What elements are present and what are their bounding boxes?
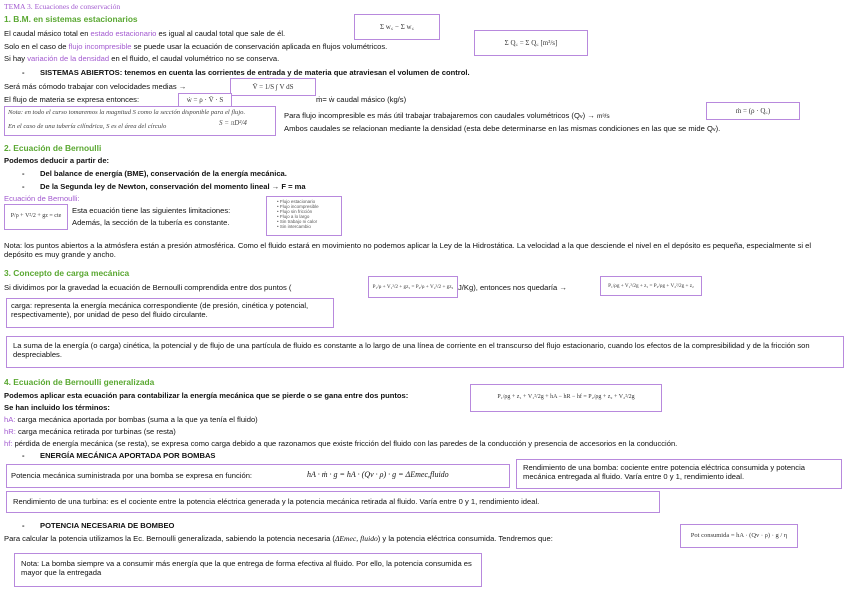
formula-mean-velocity: V̄ = 1/S ∫ V dS [230,78,316,96]
formula-consumed-power: Pot consumida = hA · (Qv · ρ) · g / η [680,524,798,548]
formula-carga: P₁/ρg + V₁²/2g + z₁ = P₂/ρg + V₂²/2g + z₂ [600,276,702,296]
limitation-item: • Sin trabajo ni calor [277,219,341,224]
s4-bullet-pumps: ENERGÍA MECÁNICA APORTADA POR BOMBAS [40,451,216,460]
s4-pump-power-line: Para calcular la potencia utilizamos la Ec. Bernoulli generalizada, sabiendo la potencia necesaria (ΔEmec, fluido) y la potencia eléctrica consumida. Tendremos que: [4,534,553,543]
s4-power-box: Potencia mecánica suministrada por una bomba se expresa en función: hA · ṁ · g = hA · (Qv · ρ) · g = ΔEmec,fluido [6,464,510,488]
formula-bernoulli-generalized: P₁/ρg + z₁ + V₁²/2g + hA − hR − hf = P₂/ρg + z₂ + V₂²/2g [470,384,662,412]
s1-line-1: El caudal másico total en estado estacionario es igual al caudal total que sale de él. [4,29,286,38]
section-3-title: 3. Concepto de carga mecánica [4,268,130,278]
s1-line-mass-flow: El flujo de materia se expresa entonces: [4,95,140,104]
s2-bullet-dot-1: - [22,169,25,178]
s3-statement-box: La suma de la energía (o carga) cinética, la potencial y de flujo de una partícula de fluido es constante a lo largo de una línea de corriente en el transcurso del flujo estacionario, cuando los efectos de la compresibilidad y de la fricción son despreciables. [6,336,844,368]
limitation-item: • Flujo sin fricción [277,209,341,214]
page-title: TEMA 3. Ecuaciones de conservación [4,2,121,11]
s1-line-mean-velocity: Será más cómodo trabajar con velocidades medias → [4,82,187,91]
s1-bullet-dot: - [22,68,25,77]
formula-circle-area: S = πD²/4 [219,119,247,127]
limitation-item: • Flujo estacionario [277,199,341,204]
s4-bullet-dot-2: - [22,521,25,530]
formula-bernoulli-two-points: P₁/ρ + V₁²/2 + gz₁ = P₂/ρ + V₂²/2 + gz₂ [368,276,458,298]
s3-line-1b: J/Kg), entonces nos quedaría → [458,283,567,292]
limitation-item: • Flujo a lo largo [277,214,341,219]
s2-line-1: Podemos deducir a partir de: [4,156,110,165]
s4-term-hr: hR: carga mecánica retirada por turbinas (se resta) [4,427,176,436]
s2-constant-section: Además, la sección de la tubería es constante. [72,218,230,227]
s4-turbine-efficiency-box: Rendimiento de una turbina: es el cociente entre la potencia eléctrica generada y la potencia mecánica retirada al fluido. Varía entre 0 y 1, rendimiento ideal. [6,491,660,513]
s1-right-line-1: Para flujo incompresible es más útil trabajar trabajaremos con caudales volumétricos (Qv) → m³/s [284,111,610,120]
s2-limitations: Esta ecuación tiene las siguientes limitaciones: [72,206,231,215]
s2-limitations-box [266,196,342,236]
formula-volumetric-balance: Σ Q꜀ = Σ Q꜀ [m³/s] [474,30,588,56]
s4-bullet-pump-power: POTENCIA NECESARIA DE BOMBEO [40,521,175,530]
s1-line-3: Si hay variación de la densidad en el fluido, el caudal volumétrico no se conserva. [4,54,280,63]
formula-pump-power: hA · ṁ · g = hA · (Qv · ρ) · g = ΔEmec,fluido [307,470,449,479]
s4-line-2: Se han incluido los términos: [4,403,110,412]
s2-bullet-2: De la Segunda ley de Newton, conservación del momento lineal → F = ma [40,182,306,191]
s2-bullet-dot-2: - [22,182,25,191]
s4-term-ha: hA: carga mecánica aportada por bombas (suma a la que ya tenía el fluido) [4,415,258,424]
section-1-title: 1. B.M. en sistemas estacionarios [4,14,138,24]
s1-note-box: Nota: en todo el curso tomaremos la magnitud S como la sección disponible para el flujo. En el caso de una tubería cilíndrica, S es el área del círculo S = πD²/4 [4,106,276,136]
s2-bernoulli-label: Ecuación de Bernoulli: [4,194,80,203]
s2-bullet-1: Del balance de energía (BME), conservación de la energía mecánica. [40,169,287,178]
s4-term-hf: hf: pérdida de energía mecánica (se resta), se expresa como carga debido a que razonamos que existe fricción del fluido con las paredes de la conducción y presencia de accesorios en la conducción. [4,439,678,448]
formula-bernoulli: P/ρ + V²/2 + gz = cte [4,204,68,230]
s4-bullet-dot-1: - [22,451,25,460]
s4-note-box: Nota: La bomba siempre va a consumir más energía que la que entrega de forma efectiva al fluido. Por ello, la potencia consumida es mayor que la entregada [14,553,482,587]
s3-line-1a: Si dividimos por la gravedad la ecuación de Bernoulli comprendida entre dos puntos ( [4,283,292,292]
s2-note: Nota: los puntos abiertos a la atmósfera están a presión atmosférica. Como el fluido estará en movimiento no podemos aplicar la Ley de la Hidrostática. La velocidad a la que desciende el nivel en el depósito es pequeña, especialmente si el depósito es muy grande y ancho. [4,241,812,260]
section-4-title: 4. Ecuación de Bernoulli generalizada [4,377,155,387]
s1-bullet-open-systems: SISTEMAS ABIERTOS: tenemos en cuenta las corrientes de entrada y de materia que atraviesan el volumen de control. [40,68,470,77]
s1-right-line-2: Ambos caudales se relacionan mediante la densidad (esta debe determinarse en las mismas condiciones en las que se mide Qv). [284,124,721,133]
formula-mass-flow: ẇ = ρ · V̄ · S [178,93,232,107]
formula-mdot-rho-q: ṁ = (ρ · Q꜀) [706,102,800,120]
limitation-item: • Sin intercambio [277,224,341,229]
formula-mass-balance: Σ w꜀ − Σ w꜀ [354,14,440,40]
s1-mdot-label: ṁ= ẇ caudal másico (kg/s) [316,95,407,104]
s4-pump-efficiency-box: Rendimiento de una bomba: cociente entre potencia eléctrica consumida y potencia mecánica entregada al fluido. Varía entre 0 y 1, rendimiento ideal. [516,459,842,489]
s3-carga-box: carga: representa la energía mecánica correspondiente (de presión, cinética y potencial, respectivamente), por unidad de peso del fluido circulante. [6,298,334,328]
s1-line-2: Solo en el caso de flujo incompresible se puede usar la ecuación de conservación aplicada en flujos volumétricos. [4,42,388,51]
s4-line-1: Podemos aplicar esta ecuación para contabilizar la energía mecánica que se pierde o se gana entre dos puntos: [4,391,409,400]
section-2-title: 2. Ecuación de Bernoulli [4,143,102,153]
limitation-item: • Flujo incompresible [277,204,341,209]
